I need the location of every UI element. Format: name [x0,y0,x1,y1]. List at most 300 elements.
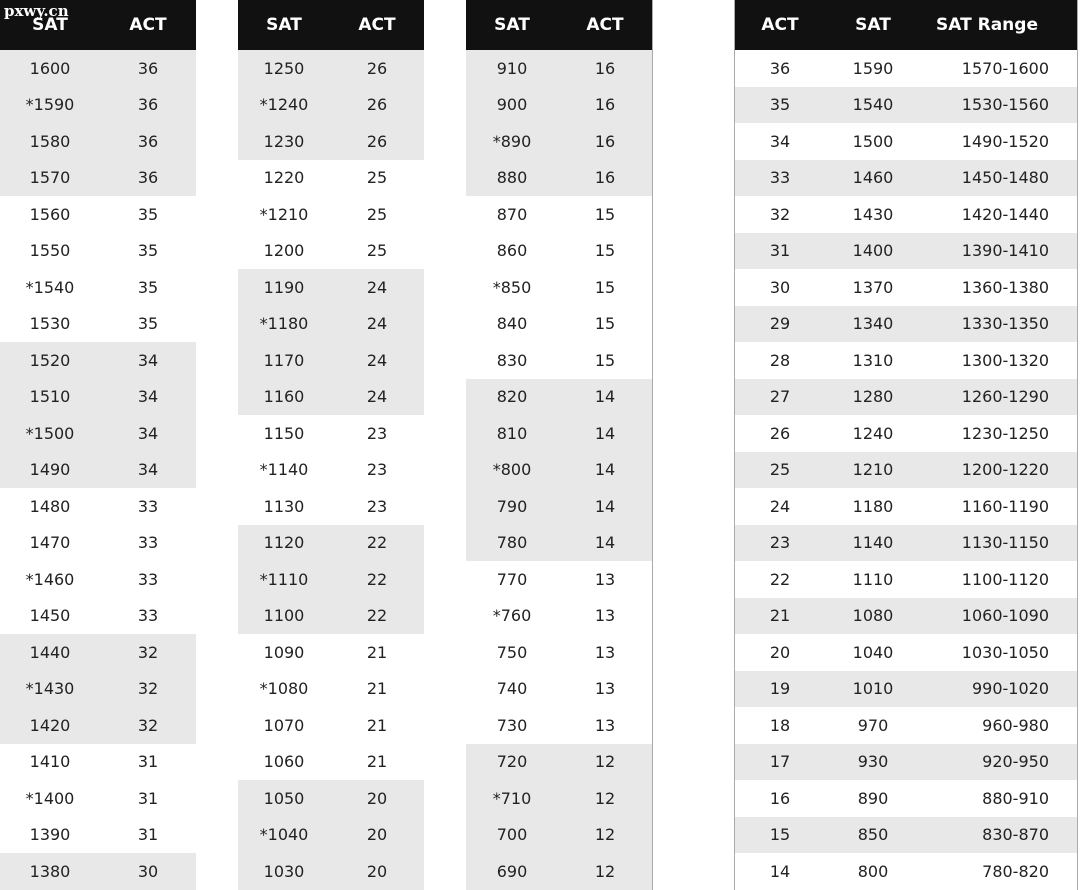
sat-cell: 750 [496,642,528,662]
sat-cell: 900 [496,95,528,115]
sat-cell: 1240 [852,423,894,443]
table-row [735,817,1077,854]
table-row [466,233,652,270]
table-row [0,780,196,817]
act-cell: 36 [137,58,159,78]
sat-cell: 770 [496,569,528,589]
sat-cell: 970 [857,715,889,735]
table-row [238,744,424,781]
sat-cell: 1130 [263,496,305,516]
sat-cell: *710 [492,788,532,808]
sat-cell: 820 [496,387,528,407]
act-cell: 26 [366,95,388,115]
table-row [0,525,196,562]
act-cell: 24 [769,496,791,516]
table-row [238,233,424,270]
table-row [238,123,424,160]
sat-cell: 1440 [29,642,71,662]
table-row [0,233,196,270]
header-act: ACT [761,15,799,35]
table-row [466,87,652,124]
table-row [238,452,424,489]
sat-range-cell: 1060-1090 [961,606,1049,626]
sat-cell: 1420 [29,715,71,735]
sat-cell: 1100 [263,606,305,626]
act-cell: 34 [137,423,159,443]
sat-range-cell: 990-1020 [971,679,1049,699]
act-cell: 29 [769,314,791,334]
act-cell: 35 [769,95,791,115]
sat-cell: 800 [857,861,889,881]
sat-cell: *1110 [259,569,309,589]
table-row [735,561,1077,598]
table-row [735,160,1077,197]
act-cell: 13 [594,642,616,662]
sat-cell: 860 [496,241,528,261]
act-cell: 16 [594,95,616,115]
table-row [0,123,196,160]
table-row [0,561,196,598]
sat-cell: *1210 [259,204,309,224]
sat-cell: 1400 [852,241,894,261]
table-row [735,233,1077,270]
sat-cell: *1040 [259,825,309,845]
table-row [466,379,652,416]
sat-cell: *1460 [25,569,75,589]
act-cell: 34 [769,131,791,151]
act-to-sat-table [734,0,1078,890]
table-row [0,196,196,233]
sat-cell: 1210 [852,460,894,480]
sat-cell: 1030 [263,861,305,881]
sat-to-act-table-1 [0,0,196,890]
act-cell: 21 [769,606,791,626]
table-row [0,306,196,343]
table-row [0,160,196,197]
act-cell: 15 [594,350,616,370]
act-cell: 13 [594,569,616,589]
sat-cell: 1070 [263,715,305,735]
sat-cell: *1180 [259,314,309,334]
act-cell: 28 [769,350,791,370]
table-row [735,123,1077,160]
act-cell: 32 [137,642,159,662]
act-cell: 21 [366,642,388,662]
table-row [238,306,424,343]
table-row [735,196,1077,233]
table-row [735,671,1077,708]
table-row [466,196,652,233]
sat-cell: 1500 [852,131,894,151]
act-cell: 25 [366,168,388,188]
sat-cell: 850 [857,825,889,845]
act-cell: 25 [366,204,388,224]
act-cell: 13 [594,715,616,735]
act-cell: 15 [594,277,616,297]
table-row [0,853,196,890]
table-row [0,817,196,854]
sat-cell: *1400 [25,788,75,808]
act-cell: 31 [137,825,159,845]
act-cell: 31 [137,752,159,772]
act-cell: 33 [137,533,159,553]
table-row [0,744,196,781]
table-row [735,853,1077,890]
table-row [0,598,196,635]
table-row [466,123,652,160]
table-row [735,707,1077,744]
sat-cell: *1590 [25,95,75,115]
act-cell: 35 [137,277,159,297]
table-row [466,452,652,489]
sat-cell: *760 [492,606,532,626]
sat-cell: *1240 [259,95,309,115]
table-row [238,379,424,416]
sat-cell: 1280 [852,387,894,407]
sat-range-cell: 1030-1050 [961,642,1049,662]
act-cell: 26 [366,131,388,151]
act-cell: 20 [366,861,388,881]
act-cell: 33 [137,606,159,626]
sat-range-cell: 1330-1350 [961,314,1049,334]
act-cell: 23 [366,423,388,443]
act-cell: 36 [137,95,159,115]
act-cell: 26 [769,423,791,443]
sat-range-cell: 1260-1290 [961,387,1049,407]
table-row [466,525,652,562]
table-row [735,525,1077,562]
sat-cell: 740 [496,679,528,699]
sat-cell: *850 [492,277,532,297]
act-cell: 14 [594,460,616,480]
sat-range-cell: 830-870 [982,825,1049,845]
table-row [466,50,652,87]
table-row [466,853,652,890]
table-row [238,415,424,452]
sat-range-cell: 1530-1560 [961,95,1049,115]
sat-cell: 700 [496,825,528,845]
sat-cell: 1150 [263,423,305,443]
sat-cell: 1310 [852,350,894,370]
act-cell: 32 [769,204,791,224]
table-row [0,269,196,306]
sat-cell: 1540 [852,95,894,115]
sat-cell: 1140 [852,533,894,553]
sat-cell: 1470 [29,533,71,553]
sat-cell: 1410 [29,752,71,772]
table-row [0,87,196,124]
act-cell: 14 [769,861,791,881]
act-cell: 35 [137,314,159,334]
sat-range-cell: 1450-1480 [961,168,1049,188]
sat-range-cell: 1490-1520 [961,131,1049,151]
act-cell: 12 [594,825,616,845]
sat-range-cell: 920-950 [982,752,1049,772]
sat-cell: 1230 [263,131,305,151]
table-row [238,671,424,708]
table-row [735,342,1077,379]
sat-cell: 1600 [29,58,71,78]
sat-cell: 1190 [263,277,305,297]
act-cell: 26 [366,58,388,78]
act-cell: 16 [769,788,791,808]
sat-cell: 1390 [29,825,71,845]
act-cell: 33 [137,496,159,516]
act-cell: 34 [137,350,159,370]
act-cell: 15 [594,241,616,261]
sat-cell: 1250 [263,58,305,78]
sat-range-cell: 1360-1380 [961,277,1049,297]
sat-cell: 1490 [29,460,71,480]
header-sat: SAT [494,15,530,35]
table-row [0,342,196,379]
sat-cell: 1530 [29,314,71,334]
table-row [466,780,652,817]
sat-cell: 1590 [852,58,894,78]
act-cell: 33 [769,168,791,188]
table-row [466,561,652,598]
sat-range-cell: 880-910 [982,788,1049,808]
sat-range-cell: 1230-1250 [961,423,1049,443]
act-cell: 23 [769,533,791,553]
act-cell: 34 [137,460,159,480]
table-row [238,342,424,379]
act-cell: 12 [594,788,616,808]
header-act: ACT [358,15,396,35]
table-row [238,780,424,817]
act-cell: 15 [769,825,791,845]
sat-cell: *1140 [259,460,309,480]
sat-cell: 1570 [29,168,71,188]
sat-cell: 1520 [29,350,71,370]
sat-cell: *1500 [25,423,75,443]
sat-cell: *890 [492,131,532,151]
table-row [466,342,652,379]
act-cell: 27 [769,387,791,407]
sat-range-cell: 1390-1410 [961,241,1049,261]
table-row [735,306,1077,343]
act-cell: 14 [594,533,616,553]
header-sat: SAT [32,15,68,35]
sat-cell: 840 [496,314,528,334]
table-row [735,598,1077,635]
table-row [238,598,424,635]
sat-cell: 1060 [263,752,305,772]
sat-range-cell: 780-820 [982,861,1049,881]
act-cell: 12 [594,861,616,881]
table-row [466,269,652,306]
sat-cell: 1120 [263,533,305,553]
table-row [0,634,196,671]
sat-cell: 1200 [263,241,305,261]
act-cell: 30 [137,861,159,881]
act-cell: 14 [594,423,616,443]
act-cell: 14 [594,387,616,407]
table-row [466,744,652,781]
sat-cell: 1010 [852,679,894,699]
table-row [466,671,652,708]
table-row [238,196,424,233]
act-cell: 24 [366,387,388,407]
table-row [466,634,652,671]
sat-cell: 780 [496,533,528,553]
sat-cell: 1550 [29,241,71,261]
sat-cell: 1180 [852,496,894,516]
table-row [735,488,1077,525]
act-cell: 24 [366,350,388,370]
sat-cell: *1080 [259,679,309,699]
sat-cell: 1380 [29,861,71,881]
act-cell: 25 [769,460,791,480]
sat-cell: 1370 [852,277,894,297]
act-cell: 22 [366,569,388,589]
sat-cell: 1340 [852,314,894,334]
table-row [466,488,652,525]
sat-cell: 720 [496,752,528,772]
sat-cell: 830 [496,350,528,370]
table-row [466,707,652,744]
sat-cell: 810 [496,423,528,443]
table-row [735,452,1077,489]
sat-cell: 1080 [852,606,894,626]
table-row [238,50,424,87]
sat-range-cell: 1200-1220 [961,460,1049,480]
table-row [735,269,1077,306]
sat-cell: 1050 [263,788,305,808]
sat-cell: 880 [496,168,528,188]
table-row [238,160,424,197]
act-cell: 24 [366,314,388,334]
act-cell: 12 [594,752,616,772]
sat-cell: 1090 [263,642,305,662]
act-cell: 16 [594,58,616,78]
sat-cell: 890 [857,788,889,808]
act-cell: 30 [769,277,791,297]
act-cell: 19 [769,679,791,699]
act-cell: 16 [594,168,616,188]
watermark: pxwy.cn [4,2,69,20]
act-cell: 20 [366,788,388,808]
act-cell: 22 [366,533,388,553]
table-header [735,0,1077,50]
act-cell: 20 [366,825,388,845]
table-row [735,780,1077,817]
table-row [735,415,1077,452]
sat-cell: 1580 [29,131,71,151]
header-act: ACT [129,15,167,35]
act-cell: 18 [769,715,791,735]
sat-cell: 1430 [852,204,894,224]
act-cell: 22 [769,569,791,589]
table-row [0,415,196,452]
table-row [466,160,652,197]
act-cell: 17 [769,752,791,772]
act-cell: 23 [366,496,388,516]
act-cell: 13 [594,679,616,699]
table-header [466,0,652,50]
header-sat-range: SAT Range [936,15,1038,35]
act-cell: 13 [594,606,616,626]
act-cell: 32 [137,715,159,735]
table-row [735,634,1077,671]
table-row [238,488,424,525]
table-row [0,452,196,489]
table-row [238,561,424,598]
sat-cell: 1170 [263,350,305,370]
table-header [238,0,424,50]
header-act: ACT [586,15,624,35]
sat-to-act-table-3 [466,0,653,890]
sat-cell: 910 [496,58,528,78]
act-cell: 21 [366,679,388,699]
sat-range-cell: 960-980 [982,715,1049,735]
sat-cell: 1160 [263,387,305,407]
sat-cell: *1540 [25,277,75,297]
table-row [0,671,196,708]
sat-to-act-table-2 [238,0,424,890]
table-row [238,87,424,124]
table-row [238,525,424,562]
sat-cell: 930 [857,752,889,772]
table-row [735,379,1077,416]
act-cell: 33 [137,569,159,589]
table-row [735,87,1077,124]
sat-range-cell: 1130-1150 [961,533,1049,553]
act-cell: 14 [594,496,616,516]
act-cell: 24 [366,277,388,297]
sat-range-cell: 1160-1190 [961,496,1049,516]
act-cell: 36 [769,58,791,78]
table-row [0,488,196,525]
header-sat: SAT [266,15,302,35]
sat-cell: 870 [496,204,528,224]
table-row [238,853,424,890]
act-cell: 21 [366,752,388,772]
table-row [466,306,652,343]
act-cell: 35 [137,241,159,261]
sat-cell: 730 [496,715,528,735]
act-cell: 15 [594,314,616,334]
act-cell: 35 [137,204,159,224]
act-cell: 22 [366,606,388,626]
act-cell: 36 [137,131,159,151]
sat-cell: 1460 [852,168,894,188]
sat-cell: 1110 [852,569,894,589]
sat-cell: 1510 [29,387,71,407]
sat-cell: 1560 [29,204,71,224]
act-cell: 21 [366,715,388,735]
header-sat: SAT [855,15,891,35]
act-cell: 20 [769,642,791,662]
sat-cell: 1040 [852,642,894,662]
sat-cell: *1430 [25,679,75,699]
table-row [0,707,196,744]
act-cell: 23 [366,460,388,480]
sat-cell: 1450 [29,606,71,626]
act-cell: 15 [594,204,616,224]
table-row [238,817,424,854]
table-row [735,744,1077,781]
act-cell: 25 [366,241,388,261]
act-cell: 16 [594,131,616,151]
act-cell: 31 [137,788,159,808]
table-row [238,269,424,306]
table-row [466,598,652,635]
act-cell: 31 [769,241,791,261]
sat-range-cell: 1570-1600 [961,58,1049,78]
table-row [0,50,196,87]
sat-cell: 790 [496,496,528,516]
